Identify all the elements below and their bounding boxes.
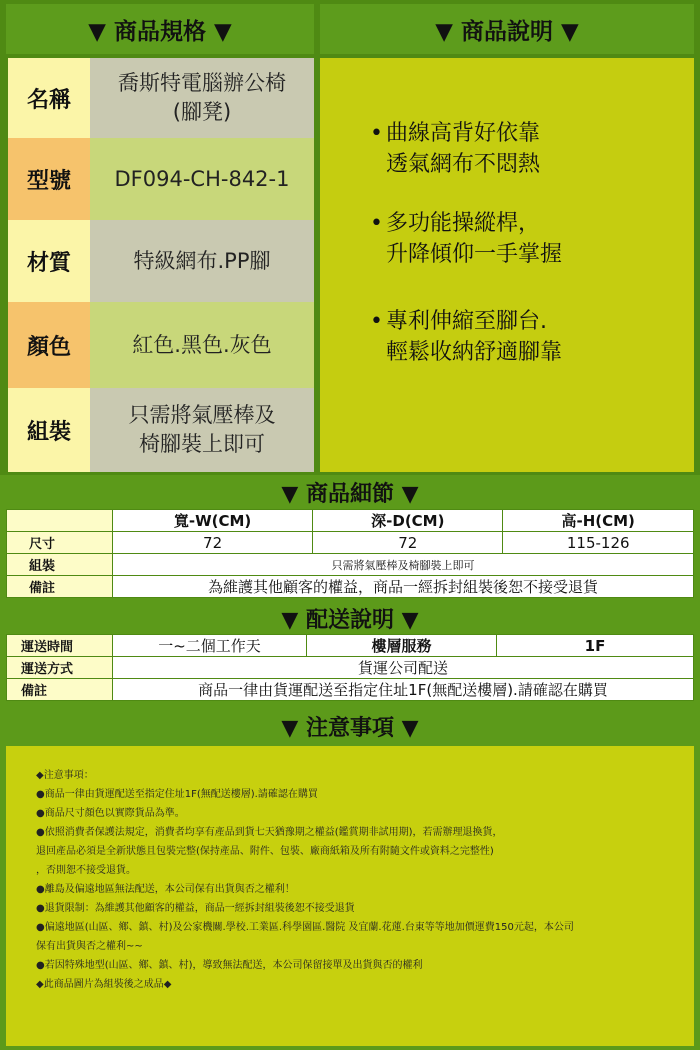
column-header-depth: 深-D(CM) <box>313 510 503 532</box>
floor-label: 樓層服務 <box>307 635 497 657</box>
details-table <box>6 509 694 598</box>
note-line: 退回產品必須是全新狀態且包裝完整(保持產品、附件、包裝、廠商紙箱及所有附隨文件或資料之完整性) <box>36 846 494 857</box>
shipping-header: ▼ 配送說明 ▼ <box>0 602 700 634</box>
spec-value-name <box>90 58 314 138</box>
spec-value-assembly <box>90 388 314 472</box>
spec-value-line: 喬斯特電腦辦公椅 <box>118 71 286 95</box>
feature-line: 輕鬆收納舒適腳靠 <box>386 340 563 365</box>
table-row <box>7 657 694 679</box>
note-line: ◆此商品圖片為組裝後之成品◆ <box>36 979 172 990</box>
feature-line: 多功能操縱桿， <box>386 211 541 236</box>
spec-value-line: (腳凳) <box>172 100 232 124</box>
note-line: ●商品尺寸顏色以實際貨品為準。 <box>36 808 185 819</box>
assembly-value: 只需將氣壓棒及椅腳裝上即可 <box>113 554 694 576</box>
spec-label-assembly: 組裝 <box>8 388 90 472</box>
shipping-table <box>6 634 694 701</box>
table-row <box>7 635 694 657</box>
feature-item <box>370 118 541 180</box>
feature-line: 透氣網布不悶熱 <box>386 152 541 177</box>
size-height: 115-126 <box>503 532 694 554</box>
table-row <box>7 679 694 701</box>
bullet-icon: • <box>370 211 383 236</box>
feature-line: 升降傾仰一手掌握 <box>386 242 563 267</box>
note-line: ●依照消費者保護法規定，消費者均享有產品到貨七天猶豫期之權益(鑑賞期非試用期)，若需辦理退換貨， <box>36 827 503 838</box>
floor-value: 1F <box>497 635 694 657</box>
bullet-icon: • <box>370 121 383 146</box>
note-line: ●商品一律由貨運配送至指定住址1F(無配送樓層).請確認在購買 <box>36 789 318 800</box>
assembly-label: 組裝 <box>7 554 113 576</box>
shipping-remark-label: 備註 <box>7 679 113 701</box>
note-line: ●離島及偏遠地區無法配送，本公司保有出貨與否之權利！ <box>36 884 295 895</box>
feature-item <box>370 306 563 368</box>
notes-header: ▼ 注意事項 ▼ <box>0 706 700 746</box>
spec-label-color: 顏色 <box>8 302 90 388</box>
shipping-remark-value: 商品一律由貨運配送至指定住址1F(無配送樓層).請確認在購買 <box>113 679 694 701</box>
details-header: ▼ 商品細節 ▼ <box>0 475 700 509</box>
size-label: 尺寸 <box>7 532 113 554</box>
feature-item <box>370 208 563 270</box>
description-panel <box>320 58 694 472</box>
size-depth: 72 <box>313 532 503 554</box>
spec-label-model: 型號 <box>8 138 90 220</box>
bullet-icon: • <box>370 309 383 334</box>
note-line: ，否則恕不接受退貨。 <box>36 865 136 876</box>
spec-value-line: 椅腳裝上即可 <box>139 432 265 456</box>
remark-value: 為維護其他顧客的權益，商品一經拆封組裝後恕不接受退貨 <box>113 576 694 598</box>
note-line: ●退貨限制：為維護其他顧客的權益，商品一經拆封組裝後恕不接受退貨 <box>36 903 355 914</box>
table-row <box>7 576 694 598</box>
note-line: ◆注意事項： <box>36 770 94 781</box>
remark-label: 備註 <box>7 576 113 598</box>
table-row <box>7 510 694 532</box>
description-header: ▼ 商品說明 ▼ <box>320 4 694 54</box>
feature-line: 專利伸縮至腳台. <box>386 309 547 334</box>
spec-value-material: 特級網布.PP腳 <box>90 220 314 302</box>
note-line: ●偏遠地區(山區、鄉、鎮、村)及公家機關.學校.工業區.科學園區.醫院 及宜蘭.花蓮.台東等等地加價運費150元起，本公司 <box>36 922 574 933</box>
note-line: 保有出貨與否之權利~~ <box>36 941 143 952</box>
spec-header: ▼ 商品規格 ▼ <box>6 4 314 54</box>
notes-panel <box>6 746 694 1046</box>
column-header-height: 高-H(CM) <box>503 510 694 532</box>
method-label: 運送方式 <box>7 657 113 679</box>
feature-line: 曲線高背好依靠 <box>386 121 541 146</box>
table-row <box>7 532 694 554</box>
note-line: ●若因特殊地型(山區、鄉、鎮、村)，導致無法配送，本公司保留接單及出貨與否的權利 <box>36 960 423 971</box>
notes-section <box>0 746 700 1050</box>
method-value: 貨運公司配送 <box>113 657 694 679</box>
spec-section <box>0 0 700 475</box>
time-value: 一~二個工作天 <box>113 635 307 657</box>
table-cell <box>7 510 113 532</box>
spec-label-material: 材質 <box>8 220 90 302</box>
time-label: 運送時間 <box>7 635 113 657</box>
column-header-width: 寬-W(CM) <box>113 510 313 532</box>
size-width: 72 <box>113 532 313 554</box>
table-row <box>7 554 694 576</box>
spec-value-line: 只需將氣壓棒及 <box>128 403 276 427</box>
spec-value-model: DF094-CH-842-1 <box>90 138 314 220</box>
spec-value-color: 紅色.黑色.灰色 <box>90 302 314 388</box>
spec-label-name: 名稱 <box>8 58 90 138</box>
